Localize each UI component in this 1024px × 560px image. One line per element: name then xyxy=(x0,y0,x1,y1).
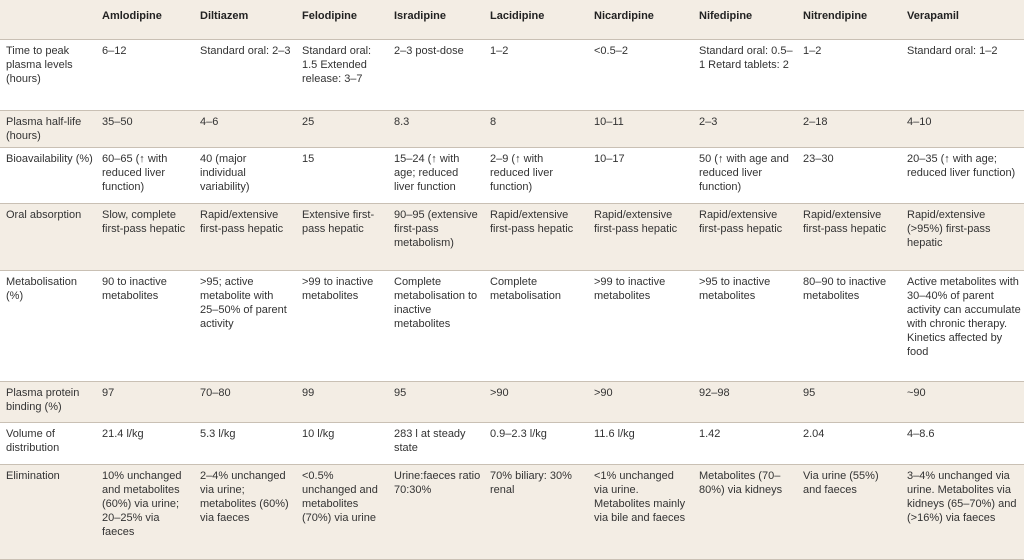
table-cell: 15 xyxy=(302,153,315,165)
parameter-cell: Metabolisation (%) xyxy=(6,276,77,302)
table-row xyxy=(0,382,1024,423)
table-cell: 25 xyxy=(302,116,315,128)
table-cell: 97 xyxy=(102,387,115,399)
table-cell: 92–98 xyxy=(699,387,730,399)
table-cell: Rapid/extensive first-pass hepatic xyxy=(200,209,284,235)
table-cell: >90 xyxy=(594,387,613,399)
parameter-cell: Plasma protein binding (%) xyxy=(6,387,80,413)
header-cell: Amlodipine xyxy=(102,10,162,22)
table-cell: 23–30 xyxy=(803,153,834,165)
table-row xyxy=(0,204,1024,271)
table-cell: 3–4% unchanged via urine. Metabolites via kidneys (65–70%) and (>16%) via faeces xyxy=(907,470,1017,524)
table-cell: 70–80 xyxy=(200,387,231,399)
table-cell: 10–11 xyxy=(594,116,624,128)
table-cell: 21.4 l/kg xyxy=(102,428,144,440)
table-cell: 15–24 (↑ with age; reduced liver function xyxy=(394,153,460,193)
table-cell: 2–4% unchanged via urine; metabolites (60%) via faeces xyxy=(200,470,289,524)
table-cell: <1% unchanged via urine. Metabolites mainly via bile and faeces xyxy=(594,470,686,524)
table-cell: 2–18 xyxy=(803,116,828,128)
header-cell: Felodipine xyxy=(302,10,357,22)
table-cell: 4–10 xyxy=(907,116,932,128)
parameter-cell: Elimination xyxy=(6,470,60,482)
table-cell: 283 l at steady state xyxy=(394,428,466,454)
table-cell: Standard oral: 0.5–1 Retard tablets: 2 xyxy=(699,45,793,71)
table-cell: 2.04 xyxy=(803,428,825,440)
table-cell: 11.6 l/kg xyxy=(594,428,635,440)
table-cell: >95; active metabolite with 25–50% of parent activity xyxy=(200,276,287,330)
table-cell: 4–6 xyxy=(200,116,219,128)
table-cell: 4–8.6 xyxy=(907,428,935,440)
table-cell: Active metabolites with 30–40% of parent activity can accumulate with chronic therapy. Kinetics affected by food xyxy=(907,276,1021,358)
table-row xyxy=(0,111,1024,148)
table-row xyxy=(0,423,1024,465)
table-cell: 50 (↑ with age and reduced liver function) xyxy=(699,153,789,193)
table-cell: Metabolites (70–80%) via kidneys xyxy=(699,470,783,496)
parameter-cell: Volume of distribution xyxy=(6,428,60,454)
table-cell: Extensive first-pass hepatic xyxy=(302,209,375,235)
table-cell: 1–2 xyxy=(490,45,509,57)
table-cell: >99 to inactive metabolites xyxy=(302,276,374,302)
table-cell: Via urine (55%) and faeces xyxy=(803,470,879,496)
header-cell xyxy=(0,0,96,40)
table-cell: Complete metabolisation xyxy=(490,276,561,302)
parameter-cell: Bioavailability (%) xyxy=(6,153,93,165)
table-cell: 2–9 (↑ with reduced liver function) xyxy=(490,153,553,193)
table-cell: >90 xyxy=(490,387,509,399)
table-cell: 10% unchanged and metabolites (60%) via urine; 20–25% via faeces xyxy=(102,470,182,538)
table-cell: 95 xyxy=(394,387,407,399)
table-row xyxy=(0,465,1024,560)
table-cell: Rapid/extensive first-pass hepatic xyxy=(490,209,574,235)
table-cell: <0.5–2 xyxy=(594,45,628,57)
parameter-cell: Oral absorption xyxy=(6,209,82,221)
table-cell: 90 to inactive metabolites xyxy=(102,276,167,302)
table-cell: Rapid/extensive first-pass hepatic xyxy=(699,209,783,235)
table-cell: 1.42 xyxy=(699,428,721,440)
table-cell: <0.5% unchanged and metabolites (70%) via urine xyxy=(302,470,378,524)
table-cell: 70% biliary: 30% renal xyxy=(490,470,572,496)
header-cell: Nifedipine xyxy=(699,10,753,22)
table-row xyxy=(0,148,1024,204)
table-cell: 8 xyxy=(490,116,497,128)
table-cell: 60–65 (↑ with reduced liver function) xyxy=(102,153,168,193)
table-cell: Slow, complete first-pass hepatic xyxy=(102,209,186,235)
table-cell: 99 xyxy=(302,387,315,399)
header-cell: Nicardipine xyxy=(594,10,654,22)
table-cell: 20–35 (↑ with age; reduced liver function) xyxy=(907,153,1016,179)
parameter-cell: Plasma half-life (hours) xyxy=(6,116,82,142)
table-cell: 8.3 xyxy=(394,116,410,128)
table-cell: 35–50 xyxy=(102,116,133,128)
header-cell: Nitrendipine xyxy=(803,10,868,22)
table-header-row xyxy=(0,0,1024,40)
table-cell: 40 (major individual variability) xyxy=(200,153,250,193)
table-cell: Standard oral: 2–3 xyxy=(200,45,291,57)
table-cell: Rapid/extensive first-pass hepatic xyxy=(594,209,678,235)
table-cell: 80–90 to inactive metabolites xyxy=(803,276,887,302)
table-cell: 2–3 xyxy=(699,116,718,128)
table-cell: 1–2 xyxy=(803,45,822,57)
table-cell: >95 to inactive metabolites xyxy=(699,276,771,302)
table-cell: 5.3 l/kg xyxy=(200,428,236,440)
table-cell: 90–95 (extensive first-pass metabolism) xyxy=(394,209,478,249)
header-cell: Isradipine xyxy=(394,10,446,22)
table-cell: 95 xyxy=(803,387,816,399)
table-row xyxy=(0,271,1024,382)
table-cell: 10–17 xyxy=(594,153,625,165)
table-cell: Standard oral: 1–2 xyxy=(907,45,998,57)
table-cell: 10 l/kg xyxy=(302,428,335,440)
table-cell: Rapid/extensive first-pass hepatic xyxy=(803,209,887,235)
header-cell: Verapamil xyxy=(907,10,959,22)
table-cell: Urine:faeces ratio 70:30% xyxy=(394,470,481,496)
table-row xyxy=(0,40,1024,111)
header-cell: Lacidipine xyxy=(490,10,545,22)
table-cell: 0.9–2.3 l/kg xyxy=(490,428,547,440)
table-cell: Complete metabolisation to inactive metabolites xyxy=(394,276,478,330)
table-cell: 2–3 post-dose xyxy=(394,45,464,57)
table-cell: ~90 xyxy=(907,387,926,399)
table-cell: Standard oral: 1.5 Extended release: 3–7 xyxy=(302,45,372,85)
parameter-cell: Time to peak plasma levels (hours) xyxy=(6,45,73,85)
header-cell: Diltiazem xyxy=(200,10,249,22)
table-cell: Rapid/extensive (>95%) first-pass hepatic xyxy=(907,209,991,249)
table-cell: >99 to inactive metabolites xyxy=(594,276,666,302)
table-cell: 6–12 xyxy=(102,45,127,57)
